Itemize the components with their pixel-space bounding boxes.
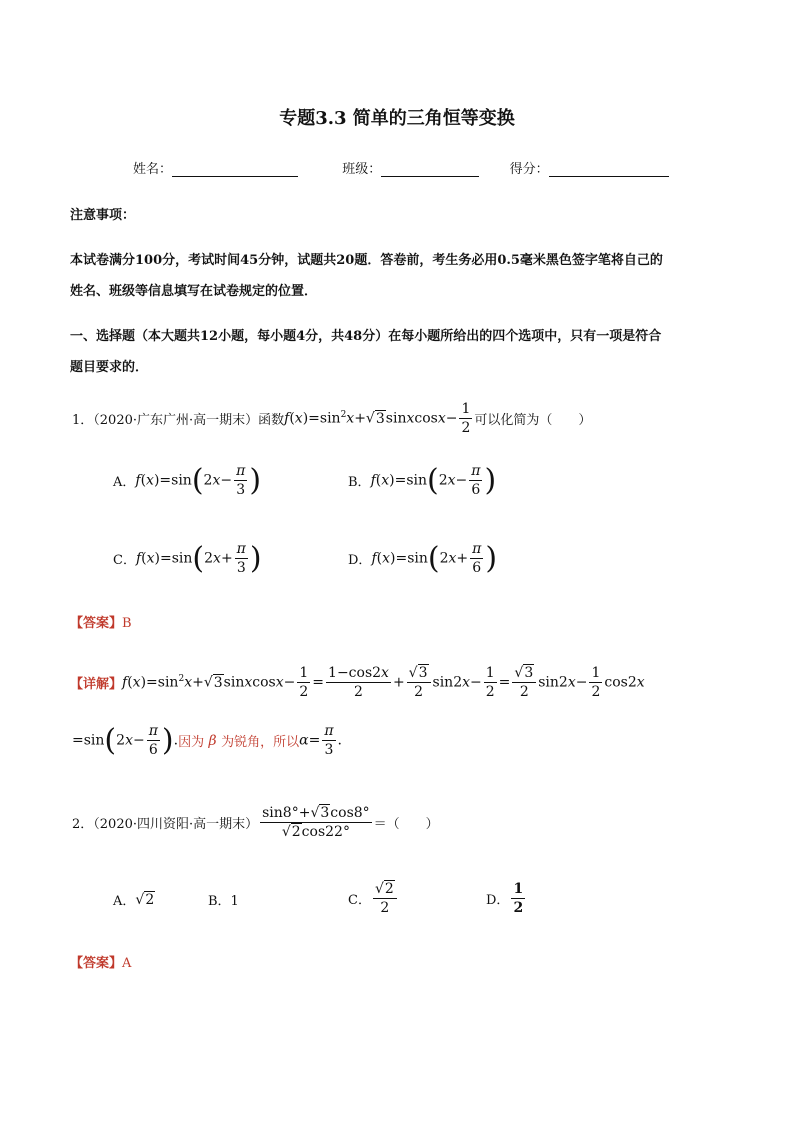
- notes-line1: 本试卷满分100分，考试时间45分钟，试题共20题．答卷前，考生务必用0.5毫米黑色签字笔将自己的: [70, 253, 663, 268]
- q2-formula: $\frac{\sin 8^\circ+√3\cos 8^\circ}{√2\cos 22^\circ}$: [262, 805, 370, 840]
- q2-suffix: ＝（ ）: [373, 817, 439, 832]
- notes-heading: 注意事项：: [70, 208, 136, 223]
- section1-line1: 一、选择题（本大题共12小题，每小题4分，共48分）在每小题所给出的四个选项中，只有一项是符合: [70, 329, 662, 344]
- q1-option-d[interactable]: D． f(x)=sin(2x+ $\frac{\pi}{6}$ ): [348, 541, 498, 576]
- page-title: 专题3.3 简单的三角恒等变换: [279, 108, 515, 129]
- q2-option-b[interactable]: B．1: [208, 894, 239, 909]
- q1-answer: 【答案】B: [70, 616, 132, 631]
- notes-line2: 姓名、班级等信息填写在试卷规定的位置．: [70, 284, 318, 299]
- score-label: 得分：: [509, 162, 549, 177]
- q1-detail-line1: 【详解】 $f(x)=\sin^2x+√3sinxcosx-$ $\frac{1}{2}$ = $\frac{1-\cos 2x}{2}$ + $\frac{√3}{2}$ sin2x− $\frac{1}{2}$ = $\frac{√3}{2}$ sin2x− $\frac{1}{2}$ cos2x: [70, 665, 645, 700]
- q1-detail-line2: =sin(2x− $\frac{\pi}{6}$ ). 因为 β 为锐角，所以 α= $\frac{\pi}{3}$ .: [72, 723, 342, 758]
- q2-option-c[interactable]: C． $\frac{√2}{2}$: [348, 880, 399, 917]
- class-label: 班级：: [342, 162, 382, 177]
- q1-option-b[interactable]: B． f(x)=sin(2x− $\frac{\pi}{6}$ ): [348, 463, 497, 498]
- q1-option-a[interactable]: A． f(x)=sin(2x− $\frac{\pi}{3}$ ): [113, 463, 262, 498]
- q2-option-d[interactable]: D． $\frac{1}{2}$: [486, 881, 524, 916]
- name-label: 姓名：: [133, 162, 173, 177]
- score-blank[interactable]: [549, 162, 669, 177]
- q1-stem: [72, 400, 591, 437]
- header-fields: [133, 158, 669, 177]
- q2-answer: 【答案】A: [70, 956, 132, 971]
- q1-formula: $f(x)=\sin^2x+√3sinxcosx-$ $\frac{1}{2}$: [284, 401, 471, 436]
- q2-option-a[interactable]: A． √2: [113, 891, 155, 909]
- q1-prefix: 1．（2020·广东广州·高一期末）函数: [72, 413, 285, 428]
- class-blank[interactable]: [381, 162, 479, 177]
- section1-line2: 题目要求的．: [70, 360, 149, 375]
- q2-stem: [72, 804, 439, 841]
- q1-option-c[interactable]: C． f(x)=sin(2x+ $\frac{\pi}{3}$ ): [113, 541, 262, 576]
- q2-prefix: 2．（2020·四川资阳·高一期末）: [72, 817, 259, 832]
- name-blank[interactable]: [172, 162, 298, 177]
- q1-suffix: 可以化简为（ ）: [474, 413, 592, 428]
